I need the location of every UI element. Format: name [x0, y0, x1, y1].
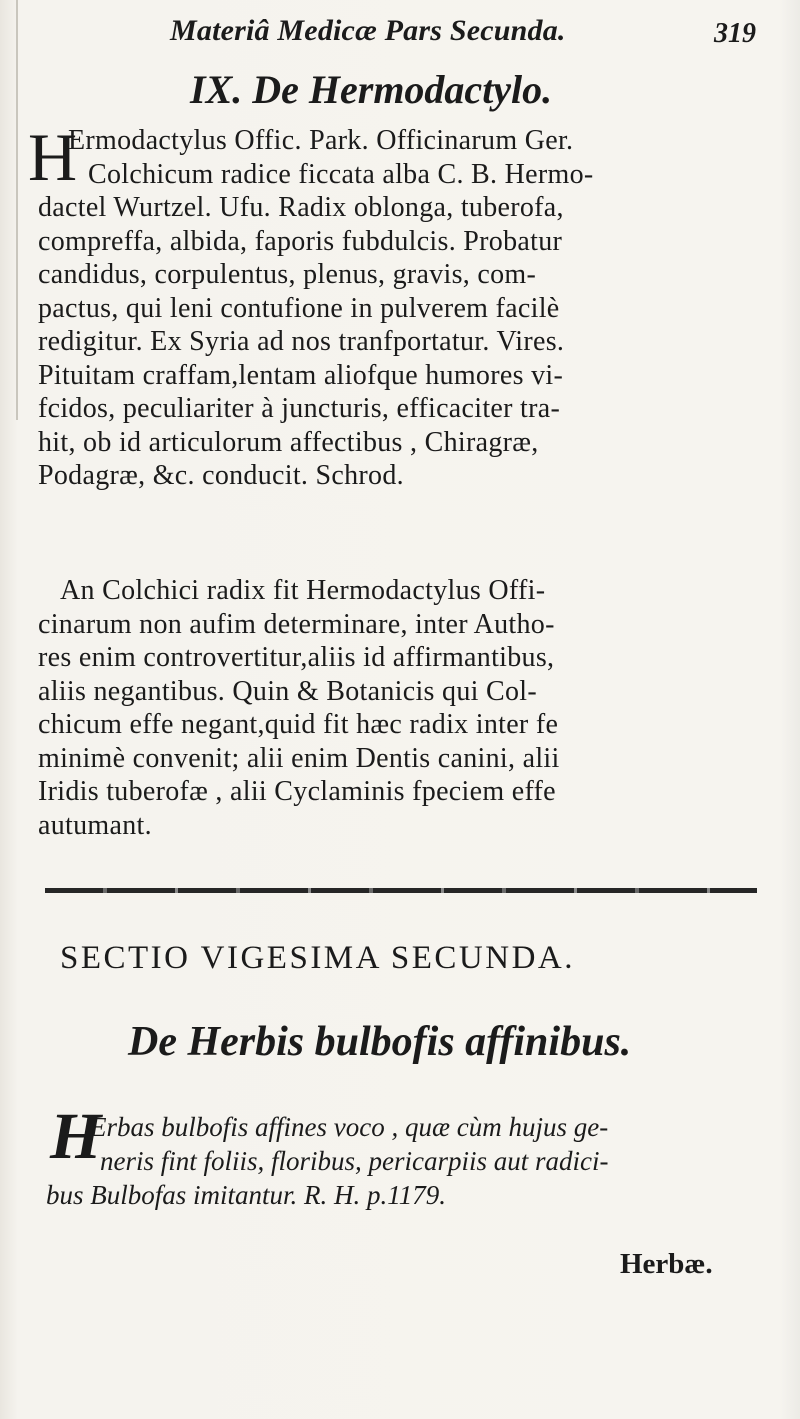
text-line: redigitur. Ex Syria ad nos tranfportatur. Vires. [38, 326, 565, 357]
text-line: minimè convenit; alii enim Dentis canini, alii [38, 742, 560, 774]
text-line: pactus, qui leni contufione in pulverem facilè [38, 292, 560, 324]
paragraph-colchicum-discussion [38, 574, 790, 842]
section-intro-paragraph [46, 1110, 792, 1212]
section-subtitle: De Herbis bulbofis affinibus. [128, 1019, 632, 1065]
text-line: autumant. [38, 809, 152, 841]
drop-cap: H [28, 119, 78, 195]
section-heading: SECTIO VIGESIMA SECUNDA. [60, 940, 576, 976]
text-line: dactel Wurtzel. Ufu. Radix oblonga, tuberofa, [38, 192, 564, 223]
text-line: Pituitam craffam,lentam aliofque humores vi- [38, 359, 564, 391]
catchword: Herbæ. [620, 1248, 713, 1280]
text-line: Ermodactylus Offic. Park. Officinarum Ger. [68, 125, 574, 156]
text-line: An Colchici radix fit Hermodactylus Offi- [60, 575, 546, 606]
text-line: hit, ob id articulorum affectibus , Chiragræ, [38, 426, 539, 458]
text-line: neris fint foliis, floribus, pericarpiis aut radici- [100, 1146, 609, 1176]
text-line: Iridis tuberofæ , alii Cyclaminis fpeciem effe [38, 776, 556, 807]
paragraph-hermodactylus-description [38, 124, 790, 493]
section-divider-rule [45, 888, 757, 893]
text-line: compreffa, albida, faporis fubdulcis. Probatur [38, 225, 563, 257]
text-line: Erbas bulbofis affines voco , quæ cùm hujus ge- [90, 1112, 609, 1142]
gutter-line [16, 0, 18, 420]
running-head: Materiâ Medicæ Pars Secunda. [170, 14, 566, 47]
text-line: chicum effe negant,quid fit hæc radix inter fe [38, 709, 559, 740]
drop-cap: H [50, 1100, 102, 1173]
text-line: cinarum non aufim determinare, inter Autho- [38, 608, 555, 640]
text-line: res enim controvertitur,aliis id affirmantibus, [38, 642, 555, 673]
text-line: fcidos, peculiariter à juncturis, efficaciter tra- [38, 393, 561, 424]
chapter-title: IX. De Hermodactylo. [190, 67, 553, 112]
text-line: candidus, corpulentus, plenus, gravis, com- [38, 259, 537, 290]
page-number: 319 [714, 18, 756, 49]
text-line: Podagræ, &c. conducit. Schrod. [38, 460, 404, 491]
text-line: bus Bulbofas imitantur. R. H. p.1179. [46, 1180, 447, 1210]
text-line: Colchicum radice ficcata alba C. B. Hermo- [88, 158, 594, 190]
text-line: aliis negantibus. Quin & Botanicis qui Col- [38, 675, 537, 707]
